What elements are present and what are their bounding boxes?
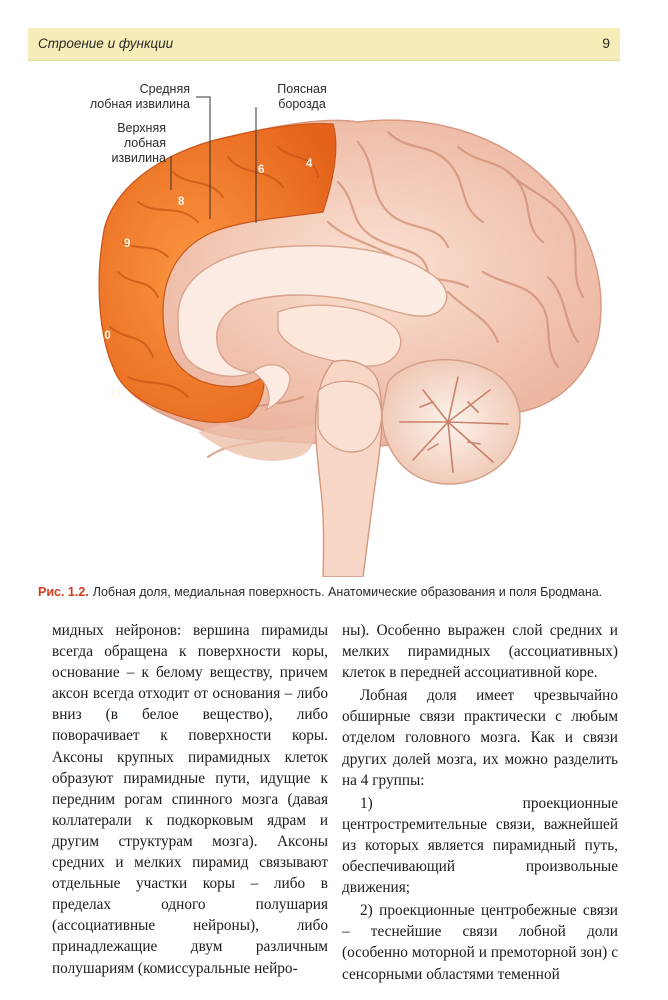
brain-figure [28,72,638,577]
caption-text: Лобная доля, медиальная поверхность. Анатомические образования и поля Бродмана. [92,585,603,599]
label-superior-frontal-gyrus: Верхняя лобная извилина [111,121,166,165]
paragraph: мидных нейронов: вершина пирамиды всегда обращена к поверхности коры, основание – к белому веществу, причем аксон всегда отходит от основания – либо вниз (в белое вещество), либо поворачивает к поверхности коры. Аксоны крупных пирамидных клеток образуют пирамидные пути, идущие к передним рогам спинного мозга (давая коллатерали к подкорковым ядрам и другим структурам мозга). Аксоны средних и мелких пирамид связывают отдельные участки коры – либо в пределах одного полушария (ассоциативные нейроны), либо принадлежащие двум различным полушариям (комиссуральные нейро- [52,622,328,977]
section-title: Строение и функции [38,36,174,51]
paragraph: Лобная доля имеет чрезвычайно обширные связи практически с любым отделом головного мозга. Как и связи других долей мозга, их можно разделить на 4 группы: [342,687,618,789]
figure-number: Рис. 1.2. [38,585,89,599]
text-column-right [342,620,618,985]
brodmann-field-10: 10 [98,330,111,342]
brodmann-field-8: 8 [178,196,185,208]
page-number: 9 [602,35,610,51]
text-column-left [52,620,328,979]
brodmann-field-9: 9 [124,238,131,250]
label-middle-frontal-gyrus: Средняя лобная извилина [89,82,190,111]
list-item: 2) проекционные центробежные связи – теснейшие связи лобной доли (особенно моторной и премоторной зон) с сенсорными областями теменной [342,902,618,983]
brodmann-field-6: 6 [258,164,265,176]
running-header [28,28,620,61]
paragraph: ны). Особенно выражен слой средних и мелких пирамидных (ассоциативных) клеток в передней ассоциативной коре. [342,622,618,682]
brodmann-field-4: 4 [306,158,313,170]
list-item: 1) проекционные центростремительные связи, важнейшей из которых является пирамидный путь, обеспечивающий произвольные движения; [342,794,618,897]
figure-caption [38,585,628,599]
pons [318,381,382,452]
brodmann-field-11: 11 [110,388,123,400]
label-cingulate-sulcus: Поясная борозда [277,82,327,111]
